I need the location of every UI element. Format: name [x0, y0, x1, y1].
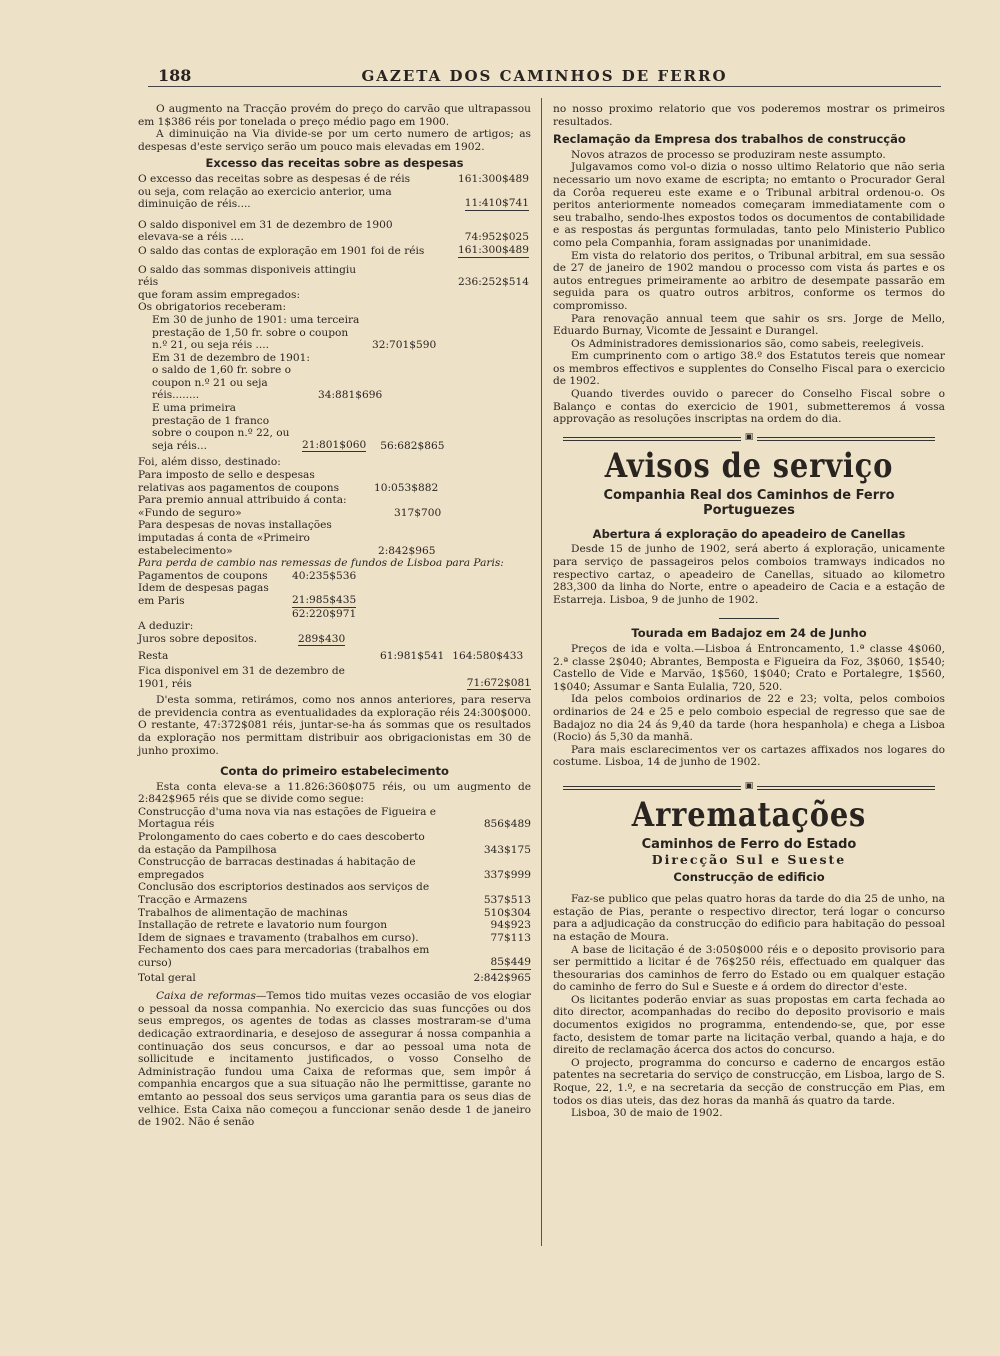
ledger-label: O saldo das contas de exploração em 1901 foi de réis: [138, 244, 425, 257]
ledger-row: [138, 244, 529, 258]
section-banner: Avisos de serviço: [604, 445, 894, 486]
paragraph: Esta conta eleva-se a 11.826:360$075 réis, ou um augmento de 2:842$965 réis que se divide como segue:: [138, 780, 531, 806]
ledger-text: A deduzir:: [138, 620, 194, 633]
ledger-value: 32:701$590: [372, 339, 437, 352]
ledger-label: Idem de despesas pagas em Paris: [138, 582, 269, 607]
divider: [719, 618, 779, 619]
ledger-row: [138, 932, 531, 945]
paragraph: D'esta somma, retirámos, como nos annos anteriores, para reserva de previdencia contra as eventualidades da exploração réis 24:300$000. O restante, 47:372$081 réis, juntar-se-ha ás sommas que os resultados da exploração nos permittam distribuir aos obrigacionistas em 30 de junho proximo.: [138, 694, 531, 757]
ledger-text: que foram assim empregados:: [138, 288, 301, 301]
company-name: Companhia Real dos Caminhos de Ferro Portuguezes: [603, 487, 895, 518]
ledger-value: 21:801$060: [302, 438, 367, 451]
paragraph: Julgavamos como vol-o dizia o nosso ultimo Relatorio que não seria necessario um novo exame de escripta; no emtanto o Procurador Geral da Corôa requereu este exame e o Tribunal arbitral ordenou-o. Os peritos anteriormente nomeados começaram immediatamente com o seu trabalho, sendo-lhes expostos todos os documentos de contabilidade e as respostas ás perguntas formuladas, tanto pelo Ministerio Publico como pela Companhia, foram assignadas por unanimidade.: [553, 161, 945, 249]
ledger-label: Trabalhos de alimentação de machinas: [138, 906, 348, 919]
ledger-value: 21:985$435: [292, 593, 357, 606]
ledger-row: [138, 831, 531, 856]
paragraph: Ida pelos comboios ordinarios de 22 e 23; volta, pelos comboios ordinarios de 24 e 25 e pelo comboio especial de regresso que sae de Badajoz no dia 24 ás 9,40 da tarde (hora hespanhola) e chega a Lisboa (Rocio) ás 5,30 da manhã.: [553, 693, 945, 744]
ledger-value: 537$513: [483, 894, 531, 907]
ledger-value: 2:842$965: [378, 544, 436, 557]
ledger-row: [138, 570, 531, 583]
ledger-label: Prolongamento do caes coberto e do caes descoberto da estação da Pampilhosa: [138, 831, 425, 856]
paragraph: Em cumprinento com o artigo 38.º dos Estatutos tereis que nomear os membros effectivos e supplentes do Conselho Fiscal para o exercicio de 1902.: [553, 350, 945, 388]
ledger-label: Para despesas de novas installações imputadas á conta de «Primeiro estabelecimento»: [138, 519, 332, 557]
locomotive-icon: ▣: [741, 432, 757, 442]
ledger-label: ou seja, com relação ao exercicio anterior, uma diminuição de réis....: [138, 185, 392, 211]
ledger-value: 161:300$489: [458, 243, 529, 256]
ledger-group: [138, 469, 531, 557]
ledger-row: [138, 219, 529, 244]
ledger-row: [138, 582, 531, 607]
ledger-group: [138, 806, 531, 984]
paragraph: Lisboa, 30 de maio de 1902.: [571, 1107, 723, 1120]
ledger-row: [138, 806, 531, 831]
ledger-value: 2:842$965: [473, 971, 531, 984]
column-separator: [541, 98, 542, 1246]
ledger-row: [138, 173, 529, 186]
ledger-value: 289$430: [298, 632, 346, 645]
section-heading: Tourada em Badajoz em 24 de Junho: [631, 626, 867, 641]
paragraph: no nosso proximo relatorio que vos poderemos mostrar os primeiros resultados.: [553, 103, 945, 128]
ledger-text: Foi, além disso, destinado:: [138, 456, 281, 469]
paragraph: Desde 15 de junho de 1902, será aberto á exploração, unicamente para serviço de passageiros pelos comboios tramways indicados no respectivo cartaz, o apeadeiro de Canellas, situado ao kilometro 283,300 da linha do Norte, entre o apeadeiro de Cacia e a estação de Estarreja. Lisboa, 9 de junho de 1902.: [553, 543, 945, 606]
paragraph: Preços de ida e volta.—Lisboa á Entroncamento, 1.ª classe 4$060, 2.ª classe 2$040; Abrantes, Bemposta e Figueira da Foz, 3$060, 1$540; Castello de Vide e Marvão, 1$560, 1$040; Crato e Portalegre, 1$560, 1$040; Assumar e Santa Eulalia, 720, 520.: [553, 643, 945, 693]
paragraph: Em vista do relatorio dos peritos, o Tribunal arbitral, em sua sessão de 27 de janeiro de 1902 mandou o processo com vista ás partes e os autos entregues primeiramente ao arbitro de desempate passarão em seguida para os quatro outros arbitros, conforme os termos do compromisso.: [553, 249, 945, 312]
ledger-row: [138, 469, 531, 494]
ledger-row: [152, 352, 531, 402]
ledger-row: [138, 608, 531, 621]
ledger-value: 77$113: [490, 931, 531, 944]
ledger-value: 71:672$081: [466, 676, 531, 689]
ledger-group: [138, 314, 531, 453]
ledger-label: Construcção de barracas destinadas á habitação de empregados: [138, 856, 416, 881]
ledger-label: Em 31 de dezembro de 1901: o saldo de 1,60 fr. sobre o coupon n.º 21 ou seja réis........: [152, 351, 310, 402]
ledger-value: 236:252$514: [458, 276, 529, 289]
ledger-row: [138, 665, 531, 690]
section-heading: Construcção de edificio: [673, 869, 825, 884]
page-header: [148, 64, 941, 87]
ledger-value: 62:220$971: [292, 607, 357, 620]
ledger-value: 11:410$741: [464, 197, 529, 210]
ledger-value: 10:053$882: [374, 481, 439, 494]
left-column: [138, 103, 531, 1129]
paragraph: [138, 990, 531, 1129]
ledger-row: [138, 881, 531, 906]
ledger-label: Resta: [138, 650, 169, 663]
ledger-value: 337$999: [483, 868, 531, 881]
ledger-row: [138, 944, 531, 969]
ledger-value: 317$700: [394, 506, 442, 519]
section-heading: Abertura á exploração do apeadeiro de Canellas: [592, 526, 906, 541]
ledger-text: Para perda de cambio nas remessas de fundos de Lisboa para Paris:: [138, 557, 504, 570]
directorate-name: Direcção Sul e Sueste: [651, 851, 847, 867]
ledger-label: O saldo das sommas disponiveis attingiu réis: [138, 263, 357, 289]
ledger-label: Pagamentos de coupons: [138, 569, 268, 582]
ledger-value: 94$923: [490, 919, 531, 932]
ledger-value: 510$304: [483, 906, 531, 919]
ledger-row: [152, 314, 531, 352]
page-title: GAZETA DOS CAMINHOS DE FERRO: [361, 67, 728, 85]
paragraph: A diminuição na Via divide-se por um certo numero de artigos; as despesas d'este serviço serão um pouco mais elevadas em 1902.: [138, 128, 531, 153]
ledger-group: [138, 570, 531, 690]
ledger-row: [138, 264, 529, 289]
paragraph: Para renovação annual teem que sahir os srs. Jorge de Mello, Eduardo Burnay, Vicomte de Jessaint e Durangel.: [553, 312, 945, 338]
ledger-row: [138, 972, 531, 985]
ledger-total: 56:682$865: [380, 439, 445, 452]
right-column: [553, 103, 945, 1120]
ledger-row: [138, 650, 531, 663]
ledger-value: 343$175: [483, 843, 531, 856]
ledger-label: Fechamento dos caes para mercadorias (trabalhos em curso): [138, 944, 430, 969]
paragraph-text: —Temos tido muitas vezes occasião de vos elogiar o pessoal da nossa companhia. No exercicio das suas funcções ou dos seus empregos, os agentes de todas as classes mostraram-se d'uma dedicação extraordinaria, e desejoso de assegurar á nossa companhia a continuação dos seus concursos, e dar ao pessoal uma nota de sollicitude e incitamento justificados, o vosso Conselho de Administração fundou uma Caixa de reformas que, sem impôr á companhia encargos que a sua situação não lhe permittisse, garante no emtanto ao pessoal dos seus serviços uma garantia para os seus dias de velhice. Esta Caixa não começou a funccionar senão desde 1 de janeiro de 1902. Não é senão: [138, 990, 531, 1129]
ledger-label: Idem de signaes e travamento (trabalhos em curso).: [138, 931, 419, 944]
ledger-row: [138, 856, 531, 881]
paragraph: Os Administradores demissionarios são, como sabeis, reelegiveis.: [571, 337, 925, 350]
ledger-value: 40:235$536: [292, 569, 357, 582]
ledger-row: [152, 402, 531, 452]
ledger-value: 85$449: [490, 956, 531, 968]
ledger-value: 161:300$489: [458, 172, 529, 185]
paragraph: Faz-se publico que pelas quatro horas da tarde do dia 25 de unho, na estação de Pias, perante o respectivo director, terá logar o concurso para a adjudicação da construcção do edificio para habitação do pessoal na estação de Moura.: [553, 893, 945, 943]
paragraph: Novos atrazos de processo se produziram neste assumpto.: [571, 148, 886, 161]
ledger-value: 74:952$025: [464, 231, 529, 244]
ledger-label: O excesso das receitas sobre as despesas é de réis: [138, 172, 411, 185]
section-heading: Conta do primeiro estabelecimento: [220, 764, 449, 779]
ledger-label: Installação de retrete e lavatorio num fourgon: [138, 919, 388, 932]
ledger-total: 164:580$433: [452, 650, 524, 663]
section-heading: Excesso das receitas sobre as despesas: [205, 156, 464, 171]
inline-title: Caixa de reformas: [156, 990, 256, 1003]
paragraph: O augmento na Tracção provém do preço do carvão que ultrapassou em 1$386 réis por tonelada o preço médio pago em 1900.: [138, 103, 531, 128]
ledger-label: Construcção d'uma nova via nas estações de Figueira e Mortagua réis: [138, 805, 437, 831]
paragraph: Quando tiverdes ouvido o parecer do Conselho Fiscal sobre o Balanço e contas do exercicio de 1901, submetteremos á vossa approvação as resoluções inscriptas na ordem do dia.: [553, 388, 945, 426]
ledger-label: E uma primeira prestação de 1 franco sobre o coupon n.º 22, ou seja réis...: [152, 402, 290, 452]
ledger-label: Para premio annual attribuido á conta: «Fundo de seguro»: [138, 494, 347, 519]
ledger-row: [138, 919, 531, 932]
ornament-divider: [553, 780, 945, 791]
ledger-label: Fica disponivel em 31 de dezembro de 1901, réis: [138, 664, 345, 690]
ledger-label: Total geral: [138, 971, 196, 984]
ledger-value: 34:881$696: [318, 389, 383, 402]
ledger-label: O saldo disponivel em 31 de dezembro de 1900 elevava-se a réis ....: [138, 218, 393, 244]
paragraph: O projecto, programma do concurso e caderno de encargos estão patentes na secretaria do serviço de construcção, em Lisboa, largo de S. Roque, 22, 1.º, e na secretaria da secção de construcção em Pias, em todos os dias uteis, das dez horas da manhã ás quatro da tarde.: [553, 1056, 945, 1107]
paragraph: Os licitantes poderão enviar as suas propostas em carta fechada ao dito director, acompanhadas do recibo do deposito provisorio e mais documentos exigidos no programma, entendendo-se, que, por esse facto, desistem de tomar parte na licitação verbal, quando a haja, e do direito de reclamação ácerca dos actos do concurso.: [553, 993, 945, 1057]
ledger-label: Para imposto de sello e despesas relativas aos pagamentos de coupons: [138, 469, 340, 494]
ledger-label: Juros sobre depositos.: [138, 632, 258, 645]
ledger-value: 856$489: [483, 818, 531, 831]
ledger-row: [138, 494, 531, 519]
section-heading: Reclamação da Empresa dos trabalhos de construcção: [553, 132, 906, 147]
ledger-label: Conclusão dos escriptorios destinados aos serviços de Tracção e Armazens: [138, 881, 430, 907]
ledger-row: [138, 519, 531, 557]
ledger-row: [138, 633, 531, 647]
ornament-divider: [553, 431, 945, 442]
ledger-label: Em 30 de junho de 1901: uma terceira prestação de 1,50 fr. sobre o coupon n.º 21, ou seja réis ....: [152, 313, 360, 352]
ledger-text: Os obrigatorios receberam:: [138, 301, 287, 314]
paragraph: Para mais esclarecimentos ver os cartazes affixados nos logares do costume. Lisboa, 14 de junho de 1902.: [553, 743, 945, 769]
section-banner: Arrematações: [631, 794, 867, 835]
paragraph: A base de licitação é de 3:050$000 réis e o deposito provisorio para ser permittido a licitar é de 76$250 réis, effectuado em qualquer das thesourarias dos caminhos de ferro do Estado ou em qualquer estação do caminho de ferro do Sul e Sueste e á ordem do director d'este.: [553, 943, 945, 994]
company-name: Caminhos de Ferro do Estado: [641, 836, 857, 852]
ledger-value: 61:981$541: [380, 650, 445, 663]
locomotive-icon: ▣: [741, 781, 757, 791]
page-number: 188: [158, 66, 192, 85]
ledger-row: [138, 186, 529, 211]
ledger-row: [138, 907, 531, 920]
